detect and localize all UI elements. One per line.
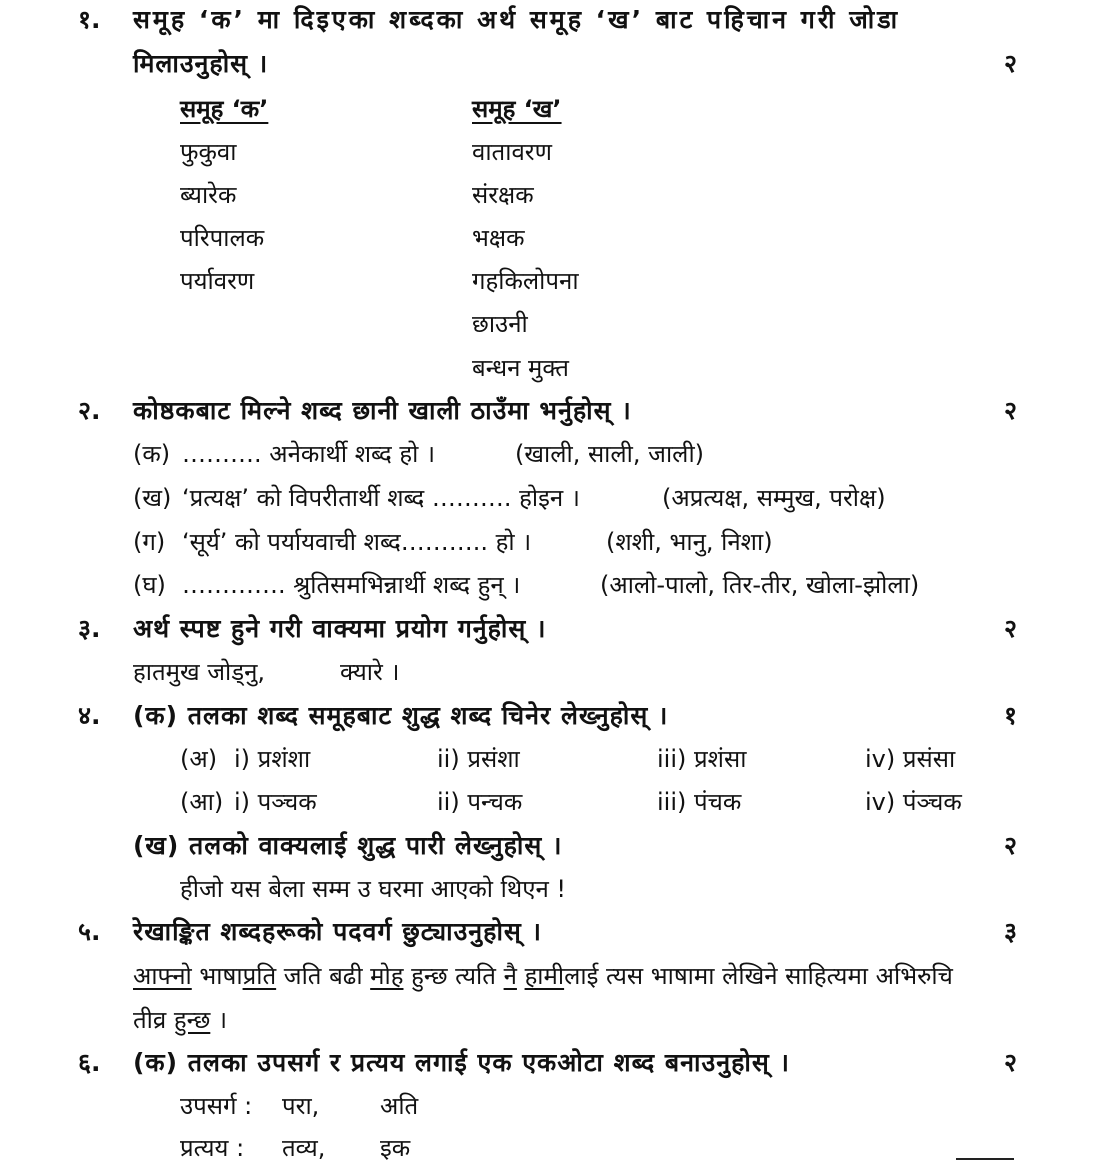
passage-segment: लाई त्यस भाषामा लेखिने साहित्यमा अभिरुचि xyxy=(564,962,953,990)
q3-word: हातमुख जोड्नु, xyxy=(133,658,266,686)
group-b-item: गहकिलोपना xyxy=(472,267,579,295)
passage-segment: मोह xyxy=(370,962,404,990)
q3-number: ३. xyxy=(78,614,101,643)
q6-marks: २ xyxy=(1004,1048,1018,1077)
q6-number: ६. xyxy=(78,1048,101,1077)
q4b-text: (ख) तलको वाक्यलाई शुद्ध पारी लेख्नुहोस् । xyxy=(133,831,563,860)
q2-item-sentence: ‘प्रत्यक्ष’ को विपरीतार्थी शब्द ………. होइन । xyxy=(182,484,580,512)
group-a-item: ब्यारेक xyxy=(180,181,237,209)
group-a-item: परिपालक xyxy=(180,224,265,252)
q6-text: (क) तलका उपसर्ग र प्रत्यय लगाई एक एकओटा शब्द बनाउनुहोस् । xyxy=(133,1048,790,1077)
passage-segment: हामी xyxy=(524,962,565,990)
group-b-header: समूह ‘ख’ xyxy=(472,95,562,123)
prefix-item: अति xyxy=(380,1092,419,1120)
q2-text: कोष्ठकबाट मिल्ने शब्द छानी खाली ठाउँमा भर्नुहोस् । xyxy=(133,396,632,425)
q4-option: iii) प्रशंसा xyxy=(657,745,747,773)
passage-segment xyxy=(517,962,525,990)
q2-item-options: (आलो-पालो, तिर-तीर, खोला-झोला) xyxy=(600,571,920,599)
q4-option: iv) पंञ्चक xyxy=(865,788,962,816)
q4-option: i) पञ्चक xyxy=(234,788,317,816)
q5-text: रेखाङ्कित शब्दहरूको पदवर्ग छुट्याउनुहोस् । xyxy=(133,917,543,946)
q2-item-sentence: …………. श्रुतिसमभिन्नार्थी शब्द हुन् । xyxy=(182,571,521,599)
q2-item-sentence: ‘सूर्य’ को पर्यायवाची शब्द……….. हो । xyxy=(182,528,532,556)
q4-number: ४. xyxy=(78,701,101,730)
passage-segment: हुन्छ xyxy=(173,1006,211,1034)
q1-marks: २ xyxy=(1004,49,1018,78)
q2-item-label: (क) xyxy=(133,440,171,468)
suffix-item: इक xyxy=(380,1134,411,1162)
passage-segment: जति बढी xyxy=(276,962,371,990)
q2-item-options: (अप्रत्यक्ष, सम्मुख, परोक्ष) xyxy=(662,484,886,512)
q4-option: iv) प्रसंसा xyxy=(865,745,956,773)
q4-option: ii) पन्चक xyxy=(437,788,523,816)
q3-text: अर्थ स्पष्ट हुने गरी वाक्यमा प्रयोग गर्नुहोस् । xyxy=(133,614,547,643)
group-a-header: समूह ‘क’ xyxy=(180,95,269,123)
passage-segment: तीव्र xyxy=(133,1006,174,1034)
suffix-item: तव्य, xyxy=(282,1134,326,1162)
passage-segment: नै xyxy=(503,962,517,990)
passage-segment: हुन्छ त्यति xyxy=(403,962,504,990)
q5-marks: ३ xyxy=(1004,917,1018,946)
group-b-item: बन्धन मुक्त xyxy=(472,354,569,382)
q3-word: क्यारे । xyxy=(340,658,400,686)
group-b-item: संरक्षक xyxy=(472,181,534,209)
q2-item-label: (ग) xyxy=(133,528,166,556)
q4-option: ii) प्रसंशा xyxy=(437,745,520,773)
passage-segment: आफ्नो xyxy=(133,962,192,990)
q2-item-options: (खाली, साली, जाली) xyxy=(515,440,705,468)
q4a-text: (क) तलका शब्द समूहबाट शुद्ध शब्द चिनेर लेख्नुहोस् । xyxy=(133,701,669,730)
q4-row-label: (आ) xyxy=(180,788,224,816)
q2-marks: २ xyxy=(1004,396,1018,425)
passage-segment: । xyxy=(210,1006,228,1034)
q5-passage-line2 xyxy=(133,1004,227,1036)
q2-item-label: (ख) xyxy=(133,484,172,512)
group-b-item: वातावरण xyxy=(472,138,552,166)
q4-option: i) प्रशंशा xyxy=(234,745,311,773)
q1-number: १. xyxy=(78,5,101,34)
q4-option: iii) पंचक xyxy=(657,788,742,816)
q4-row-label: (अ) xyxy=(180,745,218,773)
group-a-item: फुकुवा xyxy=(180,138,237,166)
prefix-label: उपसर्ग : xyxy=(180,1092,253,1120)
q2-item-label: (घ) xyxy=(133,571,166,599)
prefix-item: परा, xyxy=(282,1092,320,1120)
q4b-marks: २ xyxy=(1004,831,1018,860)
group-b-item: छाउनी xyxy=(472,310,528,338)
q4a-marks: १ xyxy=(1004,701,1018,730)
q2-item-options: (शशी, भानु, निशा) xyxy=(606,528,773,556)
suffix-label: प्रत्यय : xyxy=(180,1134,245,1162)
q5-passage-line1 xyxy=(133,960,953,992)
q1-text-line1: समूह ‘क’ मा दिइएका शब्दका अर्थ समूह ‘ख’ बाट पहिचान गरी जोडा xyxy=(133,5,901,34)
q3-marks: २ xyxy=(1004,614,1018,643)
q2-item-sentence: ………. अनेकार्थी शब्द हो । xyxy=(182,440,436,468)
footer-rule xyxy=(956,1158,1014,1160)
group-a-item: पर्यावरण xyxy=(180,267,255,295)
passage-segment: प्रति xyxy=(242,962,277,990)
q5-number: ५. xyxy=(78,917,101,946)
q1-text-line2: मिलाउनुहोस् । xyxy=(133,49,269,78)
q2-number: २. xyxy=(78,396,101,425)
passage-segment: भाषा xyxy=(191,962,243,990)
group-b-item: भक्षक xyxy=(472,224,525,252)
q4b-sentence: हीजो यस बेला सम्म उ घरमा आएको थिएन ! xyxy=(180,875,567,903)
